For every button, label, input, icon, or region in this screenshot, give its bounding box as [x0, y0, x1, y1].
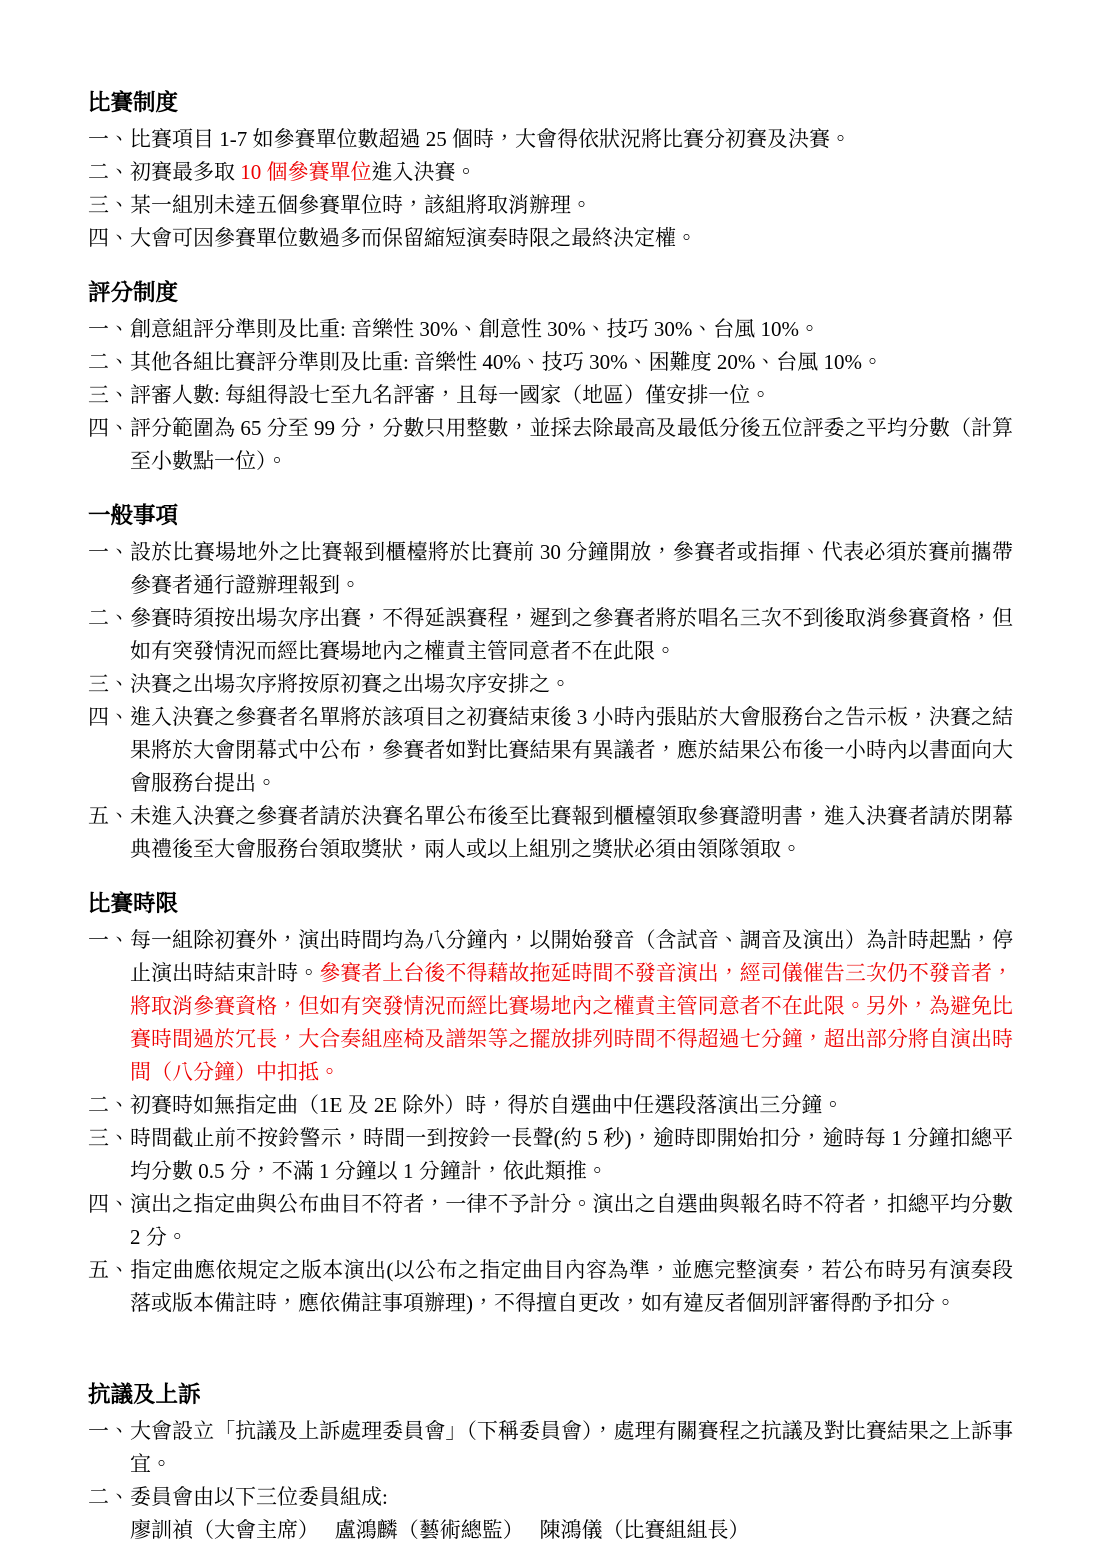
item-text: [130, 379, 1013, 412]
text-segment: 比賽項目 1-7 如參賽單位數超過 25 個時，大會得依狀況將比賽分初賽及決賽。: [130, 127, 851, 151]
item-text: [130, 189, 1013, 222]
item-marker: 三、: [88, 672, 130, 696]
text-segment: 大會可因參賽單位數過多而保留縮短演奏時限之最終決定權。: [130, 226, 697, 250]
text-segment: 評分範圍為 65 分至 99 分，分數只用整數，並採去除最高及最低分後五位評委之平均分數（計算至小數點一位）。: [130, 416, 1013, 473]
item-text: [130, 1514, 1013, 1547]
list-item: [88, 346, 1013, 379]
list-item: [88, 1188, 1013, 1254]
item-marker: 一、: [88, 127, 130, 151]
item-text: [130, 602, 1013, 668]
list-item: [88, 189, 1013, 222]
section-4: [88, 887, 1013, 1320]
item-marker: 三、: [88, 1126, 130, 1150]
list-item: [88, 222, 1013, 255]
section-items: [88, 536, 1013, 866]
list-item: [88, 800, 1013, 866]
section-title: 比賽時限: [88, 891, 179, 916]
item-marker: 四、: [88, 1192, 130, 1216]
item-text: [130, 924, 1013, 1089]
item-text: [130, 536, 1013, 602]
highlighted-text-segment: 參賽者上台後不得藉故拖延時間不發音演出，經司儀催告三次仍不發音者，將取消參賽資格，但如有突發情況而經比賽場地內之權責主管同意者不在此限。另外，為避免比賽時間過於冗長，大合奏組座椅及譜架等之擺放排列時間不得超過七分鐘，超出部分將自演出時間（八分鐘）中扣抵。: [130, 961, 1013, 1084]
text-segment: 演出之指定曲與公布曲目不符者，一律不予計分。演出之自選曲與報名時不符者，扣總平均分數 2 分。: [130, 1192, 1013, 1249]
section-title: 評分制度: [88, 280, 179, 305]
item-marker: 一、: [88, 540, 130, 564]
item-text: [130, 156, 1013, 189]
text-segment: 進入決賽之參賽者名單將於該項目之初賽結束後 3 小時內張貼於大會服務台之告示板，決賽之結果將於大會閉幕式中公布，參賽者如對比賽結果有異議者，應於結果公布後一小時內以書面向大會服務台提出。: [130, 705, 1013, 795]
list-item: [88, 924, 1013, 1089]
item-marker: 二、: [88, 606, 130, 630]
text-segment: 委員會由以下三位委員組成:: [130, 1485, 388, 1509]
item-marker: 四、: [88, 226, 130, 250]
item-marker: 一、: [88, 1419, 130, 1443]
document-body: [88, 86, 1013, 1547]
text-segment: 時間截止前不按鈴警示，時間一到按鈴一長聲(約 5 秒)，逾時即開始扣分，逾時每 1 分鐘扣總平均分數 0.5 分，不滿 1 分鐘以 1 分鐘計，依此類推。: [130, 1126, 1013, 1183]
list-item: [88, 379, 1013, 412]
item-text: [130, 412, 1013, 478]
item-text: [130, 1122, 1013, 1188]
section-2: [88, 276, 1013, 478]
list-item: [88, 412, 1013, 478]
item-marker: 二、: [88, 1485, 130, 1509]
item-marker: 三、: [88, 383, 130, 407]
text-segment: 初賽時如無指定曲（1E 及 2E 除外）時，得於自選曲中任選段落演出三分鐘。: [130, 1093, 844, 1117]
text-segment: 廖訓禎（大會主席） 盧鴻麟（藝術總監） 陳鴻儀（比賽組組長）: [130, 1518, 750, 1542]
section-items: [88, 1415, 1013, 1547]
item-text: [130, 1415, 1013, 1481]
list-item: [88, 602, 1013, 668]
list-item: [88, 313, 1013, 346]
list-item: [88, 668, 1013, 701]
text-segment: 每一組除初賽外，演出時間均為八分鐘內，以開始發音（含試音、調音及演出）為計時起點，停止演出時結束計時。: [130, 928, 1013, 985]
section-items: [88, 924, 1013, 1320]
list-item: [88, 1415, 1013, 1481]
item-text: [130, 1188, 1013, 1254]
list-item: [88, 1254, 1013, 1320]
item-text: [130, 1089, 1013, 1122]
text-segment: 進入決賽。: [371, 160, 477, 184]
section-3: [88, 499, 1013, 866]
item-text: [130, 701, 1013, 800]
section-5: [88, 1378, 1013, 1547]
text-segment: 參賽時須按出場次序出賽，不得延誤賽程，遲到之參賽者將於唱名三次不到後取消參賽資格，但如有突發情況而經比賽場地內之權責主管同意者不在此限。: [130, 606, 1013, 663]
text-segment: 評審人數: 每組得設七至九名評審，且每一國家（地區）僅安排一位。: [130, 383, 772, 407]
text-segment: 指定曲應依規定之版本演出(以公布之指定曲目內容為準，並應完整演奏，若公布時另有演奏段落或版本備註時，應依備註事項辦理)，不得擅自更改，如有違反者個別評審得酌予扣分。: [130, 1258, 1013, 1315]
item-marker: 一、: [88, 317, 130, 341]
section-items: [88, 123, 1013, 255]
item-text: [130, 346, 1013, 379]
item-text: [130, 313, 1013, 346]
list-item: [88, 536, 1013, 602]
item-marker: 二、: [88, 160, 130, 184]
item-marker: 五、: [88, 1258, 130, 1282]
text-segment: 大會設立「抗議及上訴處理委員會」（下稱委員會），處理有關賽程之抗議及對比賽結果之上訴事宜。: [130, 1419, 1013, 1476]
item-text: [130, 1254, 1013, 1320]
item-text: [130, 123, 1013, 156]
text-segment: 其他各組比賽評分準則及比重: 音樂性 40%、技巧 30%、困難度 20%、台風 10%。: [130, 350, 884, 374]
list-item: [88, 1122, 1013, 1188]
list-item: [88, 1481, 1013, 1514]
text-segment: 未進入決賽之參賽者請於決賽名單公布後至比賽報到櫃檯領取參賽證明書，進入決賽者請於閉幕典禮後至大會服務台領取獎狀，兩人或以上組別之獎狀必須由領隊領取。: [130, 804, 1013, 861]
list-item: [88, 1089, 1013, 1122]
item-text: [130, 1481, 1013, 1514]
list-item: [88, 701, 1013, 800]
text-segment: 決賽之出場次序將按原初賽之出場次序安排之。: [130, 672, 571, 696]
list-item: [88, 1514, 1013, 1547]
section-1: [88, 86, 1013, 255]
item-marker: 四、: [88, 705, 130, 729]
section-title: 抗議及上訴: [88, 1382, 201, 1407]
item-text: [130, 668, 1013, 701]
item-marker: 一、: [88, 928, 130, 952]
section-items: [88, 313, 1013, 478]
text-segment: 設於比賽場地外之比賽報到櫃檯將於比賽前 30 分鐘開放，參賽者或指揮、代表必須於賽前攜帶參賽者通行證辦理報到。: [130, 540, 1013, 597]
item-text: [130, 800, 1013, 866]
list-item: [88, 156, 1013, 189]
item-marker: 二、: [88, 1093, 130, 1117]
section-title: 比賽制度: [88, 90, 179, 115]
highlighted-text-segment: 10 個參賽單位: [240, 160, 372, 184]
text-segment: 創意組評分準則及比重: 音樂性 30%、創意性 30%、技巧 30%、台風 10%。: [130, 317, 821, 341]
text-segment: 某一組別未達五個參賽單位時，該組將取消辦理。: [130, 193, 592, 217]
item-marker: 五、: [88, 804, 130, 828]
item-marker: 二、: [88, 350, 130, 374]
item-marker: 三、: [88, 193, 130, 217]
text-segment: 初賽最多取: [130, 160, 241, 184]
item-text: [130, 222, 1013, 255]
list-item: [88, 123, 1013, 156]
section-title: 一般事項: [88, 503, 179, 528]
item-marker: 四、: [88, 416, 130, 440]
